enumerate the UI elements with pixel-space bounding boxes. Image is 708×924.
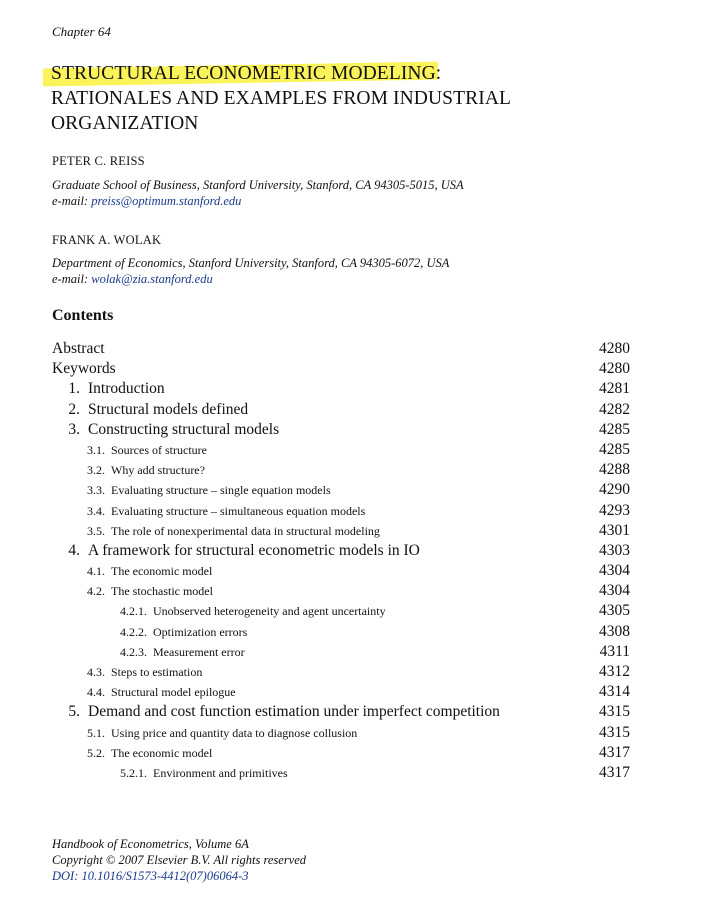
- toc-entry-number: 4.2.1.: [120, 604, 147, 619]
- email-line: [52, 193, 464, 209]
- toc-entry-page: 4290: [599, 481, 630, 499]
- toc-entry[interactable]: [52, 360, 630, 380]
- toc-entry-label: Structural model epilogue: [111, 685, 236, 700]
- toc-entry-page: 4308: [599, 622, 630, 640]
- toc-entry[interactable]: [52, 623, 630, 643]
- affiliation-text: Graduate School of Business, Stanford University, Stanford, CA 94305-5015, USA: [52, 178, 464, 192]
- toc-entry-number: 4.4.: [87, 685, 105, 700]
- toc-entry[interactable]: [52, 764, 630, 784]
- toc-entry-page: 4285: [599, 440, 630, 458]
- toc-entry-label: Evaluating structure – simultaneous equation models: [111, 503, 366, 518]
- email-line: [52, 271, 449, 287]
- footer: [52, 836, 306, 884]
- toc-entry-label: The economic model: [111, 745, 213, 760]
- toc-entry-label: The stochastic model: [111, 584, 213, 599]
- toc-entry[interactable]: [52, 744, 630, 764]
- toc-entry[interactable]: [52, 602, 630, 622]
- toc-entry[interactable]: [52, 421, 630, 441]
- toc-entry-label: The economic model: [111, 564, 213, 579]
- toc-entry-label: Demand and cost function estimation under imperfect competition: [88, 703, 500, 721]
- toc-entry[interactable]: [52, 562, 630, 582]
- toc-entry-number: 4.: [68, 541, 80, 559]
- toc-entry[interactable]: [52, 380, 630, 400]
- toc-entry[interactable]: [52, 401, 630, 421]
- toc-entry-number: 3.1.: [87, 442, 105, 457]
- toc-entry-title: [52, 504, 365, 519]
- toc-entry[interactable]: [52, 461, 630, 481]
- toc-entry-page: 4301: [599, 521, 630, 539]
- toc-entry-label: A framework for structural econometric models in IO: [88, 541, 420, 559]
- toc-entry-number: 4.2.2.: [120, 624, 147, 639]
- toc-entry-page: 4314: [599, 683, 630, 701]
- toc-entry[interactable]: [52, 683, 630, 703]
- toc-entry-number: 4.2.3.: [120, 644, 147, 659]
- toc-entry-label: Sources of structure: [111, 442, 207, 457]
- toc-entry-label: Measurement error: [153, 644, 245, 659]
- toc-entry-page: 4305: [599, 602, 630, 620]
- toc-entry[interactable]: [52, 703, 630, 723]
- toc-entry-page: 4315: [599, 723, 630, 741]
- toc-entry-label: Structural models defined: [88, 400, 249, 418]
- toc-entry-page: 4285: [599, 420, 630, 438]
- email-link[interactable]: preiss@optimum.stanford.edu: [91, 194, 242, 208]
- toc-entry-label: The role of nonexperimental data in structural modeling: [111, 523, 380, 538]
- toc-entry-number: 5.1.: [87, 725, 105, 740]
- title-highlight: STRUCTURAL ECONOMETRIC MODELING: [51, 63, 436, 84]
- email-link[interactable]: wolak@zia.stanford.edu: [91, 272, 213, 286]
- toc-entry[interactable]: [52, 582, 630, 602]
- toc-entry-label: Keywords: [52, 360, 116, 378]
- toc-entry-title: [52, 483, 331, 498]
- toc-entry[interactable]: [52, 542, 630, 562]
- toc-entry-title: [52, 421, 279, 439]
- toc-entry-page: 4312: [599, 663, 630, 680]
- chapter-label: Chapter 64: [52, 24, 111, 39]
- toc-entry-title: [52, 625, 247, 640]
- toc-entry-number: 3.4.: [87, 503, 105, 518]
- toc-entry-number: 5.: [68, 703, 80, 721]
- doi-link[interactable]: DOI: 10.1016/S1573-4412(07)06064-3: [52, 869, 249, 883]
- toc-entry-title: [52, 645, 245, 660]
- toc-entry-page: 4304: [599, 582, 630, 600]
- toc-entry-number: 1.: [68, 380, 80, 398]
- toc-entry-page: 4281: [599, 380, 630, 398]
- title-line-1: [51, 61, 511, 86]
- toc-entry-page: 4304: [599, 562, 630, 580]
- toc-entry[interactable]: [52, 643, 630, 663]
- toc-entry-label: Why add structure?: [111, 463, 205, 478]
- toc-entry-title: [52, 380, 165, 398]
- toc-entry-title: [52, 584, 213, 599]
- author-affiliation: [52, 177, 464, 209]
- toc-entry-page: 4288: [599, 461, 630, 479]
- toc-entry-number: 5.2.1.: [120, 765, 147, 780]
- title-colon: :: [435, 63, 442, 84]
- toc-entry-title: [52, 542, 420, 560]
- toc-entry-title: [52, 685, 236, 700]
- toc-entry[interactable]: [52, 522, 630, 542]
- toc-entry-label: Constructing structural models: [88, 420, 280, 438]
- toc-entry-number: 3.2.: [87, 463, 105, 478]
- toc-entry-title: [52, 665, 202, 680]
- toc-entry-number: 3.: [68, 420, 80, 438]
- footer-copyright: Copyright © 2007 Elsevier B.V. All rights reserved: [52, 853, 307, 867]
- toc-entry-label: Abstract: [52, 340, 105, 357]
- toc-entry-number: 4.2.: [87, 584, 105, 599]
- toc-entry-label: Optimization errors: [153, 624, 248, 639]
- toc-entry[interactable]: [52, 663, 630, 683]
- title-line-2: RATIONALES AND EXAMPLES FROM INDUSTRIAL: [51, 88, 512, 109]
- toc-entry-number: 3.3.: [87, 483, 105, 498]
- toc-entry-label: Environment and primitives: [153, 765, 288, 780]
- toc-entry-title: [52, 726, 357, 741]
- toc-entry-title: [52, 524, 380, 539]
- email-label: e-mail:: [52, 272, 89, 286]
- toc-entry-label: Evaluating structure – single equation models: [111, 483, 331, 498]
- toc-entry-number: 2.: [68, 400, 80, 418]
- toc-entry-title: [52, 443, 207, 458]
- toc-entry[interactable]: [52, 441, 630, 461]
- toc-entry-number: 4.3.: [87, 665, 105, 679]
- toc-entry-number: 3.5.: [87, 523, 105, 538]
- toc-entry-number: 4.1.: [87, 564, 105, 579]
- toc-entry-label: Using price and quantity data to diagnose collusion: [111, 725, 358, 740]
- title-line-3: ORGANIZATION: [51, 113, 199, 134]
- toc-entry-title: [52, 766, 288, 781]
- contents-heading: Contents: [52, 307, 114, 324]
- toc-entry-page: 4280: [599, 360, 630, 378]
- toc-entry-title: [52, 604, 386, 619]
- toc-entry-page: 4280: [599, 340, 630, 357]
- toc-entry-title: [52, 746, 212, 761]
- toc-entry-title: [52, 564, 212, 579]
- toc-entry-title: [52, 703, 500, 721]
- toc-entry[interactable]: [52, 340, 630, 360]
- chapter-title: [51, 61, 511, 136]
- affiliation-text: Department of Economics, Stanford University, Stanford, CA 94305-6072, USA: [52, 256, 450, 270]
- toc-entry-title: [52, 340, 105, 358]
- author-affiliation: [52, 255, 449, 287]
- toc-entry-page: 4315: [599, 703, 630, 721]
- author-name: PETER C. REISS: [52, 154, 145, 168]
- table-of-contents: [52, 340, 630, 784]
- toc-entry-page: 4303: [599, 541, 630, 559]
- toc-entry-label: Unobserved heterogeneity and agent uncertainty: [153, 604, 386, 619]
- toc-entry-page: 4282: [599, 400, 630, 418]
- toc-entry-page: 4317: [599, 763, 630, 781]
- toc-entry-label: Steps to estimation: [111, 665, 203, 679]
- toc-entry[interactable]: [52, 724, 630, 744]
- email-label: e-mail:: [52, 194, 89, 208]
- toc-entry-title: [52, 360, 116, 378]
- footer-handbook: Handbook of Econometrics, Volume 6A: [52, 837, 249, 851]
- toc-entry[interactable]: [52, 481, 630, 501]
- toc-entry-page: 4311: [599, 642, 630, 660]
- author-name: FRANK A. WOLAK: [52, 233, 162, 247]
- toc-entry[interactable]: [52, 502, 630, 522]
- toc-entry-title: [52, 463, 205, 478]
- toc-entry-page: 4293: [599, 501, 630, 519]
- toc-entry-label: Introduction: [88, 380, 165, 398]
- toc-entry-title: [52, 401, 248, 419]
- toc-entry-page: 4317: [599, 743, 630, 761]
- toc-entry-number: 5.2.: [87, 745, 105, 760]
